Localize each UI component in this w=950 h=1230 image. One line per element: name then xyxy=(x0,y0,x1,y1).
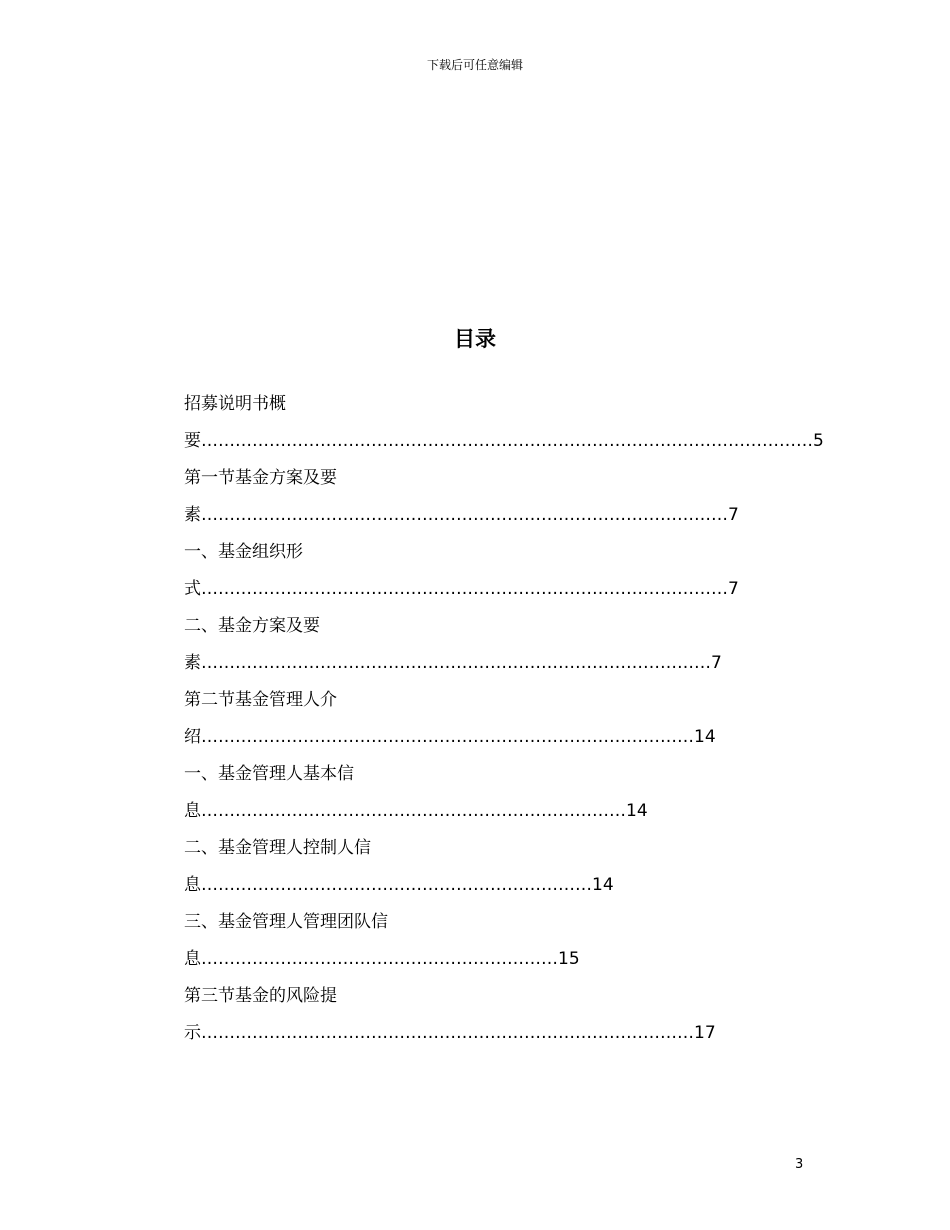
toc-entry-leader: 息………………………………………………………15 xyxy=(184,949,580,969)
toc-entry-title: 第三节基金的风险提 xyxy=(184,986,337,1006)
toc-entry-title: 第二节基金管理人介 xyxy=(184,690,337,710)
toc-entry-title: 一、基金组织形 xyxy=(184,542,303,562)
toc-entry-title: 第一节基金方案及要 xyxy=(184,468,337,488)
toc-entry-section-2[interactable] xyxy=(184,685,824,759)
toc-entry-title: 招募说明书概 xyxy=(184,394,286,414)
toc-entry-title: 一、基金管理人基本信 xyxy=(184,764,354,784)
toc-entry-title: 二、基金方案及要 xyxy=(184,616,320,636)
toc-entry-leader: 素…………………………………………………………………………………7 xyxy=(184,505,739,525)
toc-entry-fund-elements[interactable] xyxy=(184,611,824,685)
toc-entry-fund-structure[interactable] xyxy=(184,537,824,611)
toc-entry-manager-basic-info[interactable] xyxy=(184,759,824,833)
toc-entry-leader: 绍……………………………………………………………………………14 xyxy=(184,727,716,747)
toc-title: 目录 xyxy=(454,327,496,351)
toc-entry-title: 二、基金管理人控制人信 xyxy=(184,838,371,858)
toc-entry-leader: 素………………………………………………………………………………7 xyxy=(184,653,722,673)
table-of-contents xyxy=(184,389,824,1055)
page-number: 3 xyxy=(795,1157,804,1172)
toc-entry-section-1[interactable] xyxy=(184,463,824,537)
toc-entry-leader: 息……………………………………………………………14 xyxy=(184,875,614,895)
toc-entry-leader: 式…………………………………………………………………………………7 xyxy=(184,579,739,599)
header-note: 下载后可任意编辑 xyxy=(426,58,523,72)
toc-entry-summary[interactable] xyxy=(184,389,824,463)
toc-entry-leader: 息…………………………………………………………………14 xyxy=(184,801,648,821)
toc-entry-section-3[interactable] xyxy=(184,981,824,1055)
toc-entry-leader: 示……………………………………………………………………………17 xyxy=(184,1023,716,1043)
toc-entry-controller-info[interactable] xyxy=(184,833,824,907)
toc-entry-leader: 要………………………………………………………………………………………………5 xyxy=(184,431,824,451)
toc-entry-team-info[interactable] xyxy=(184,907,824,981)
toc-entry-title: 三、基金管理人管理团队信 xyxy=(184,912,388,932)
